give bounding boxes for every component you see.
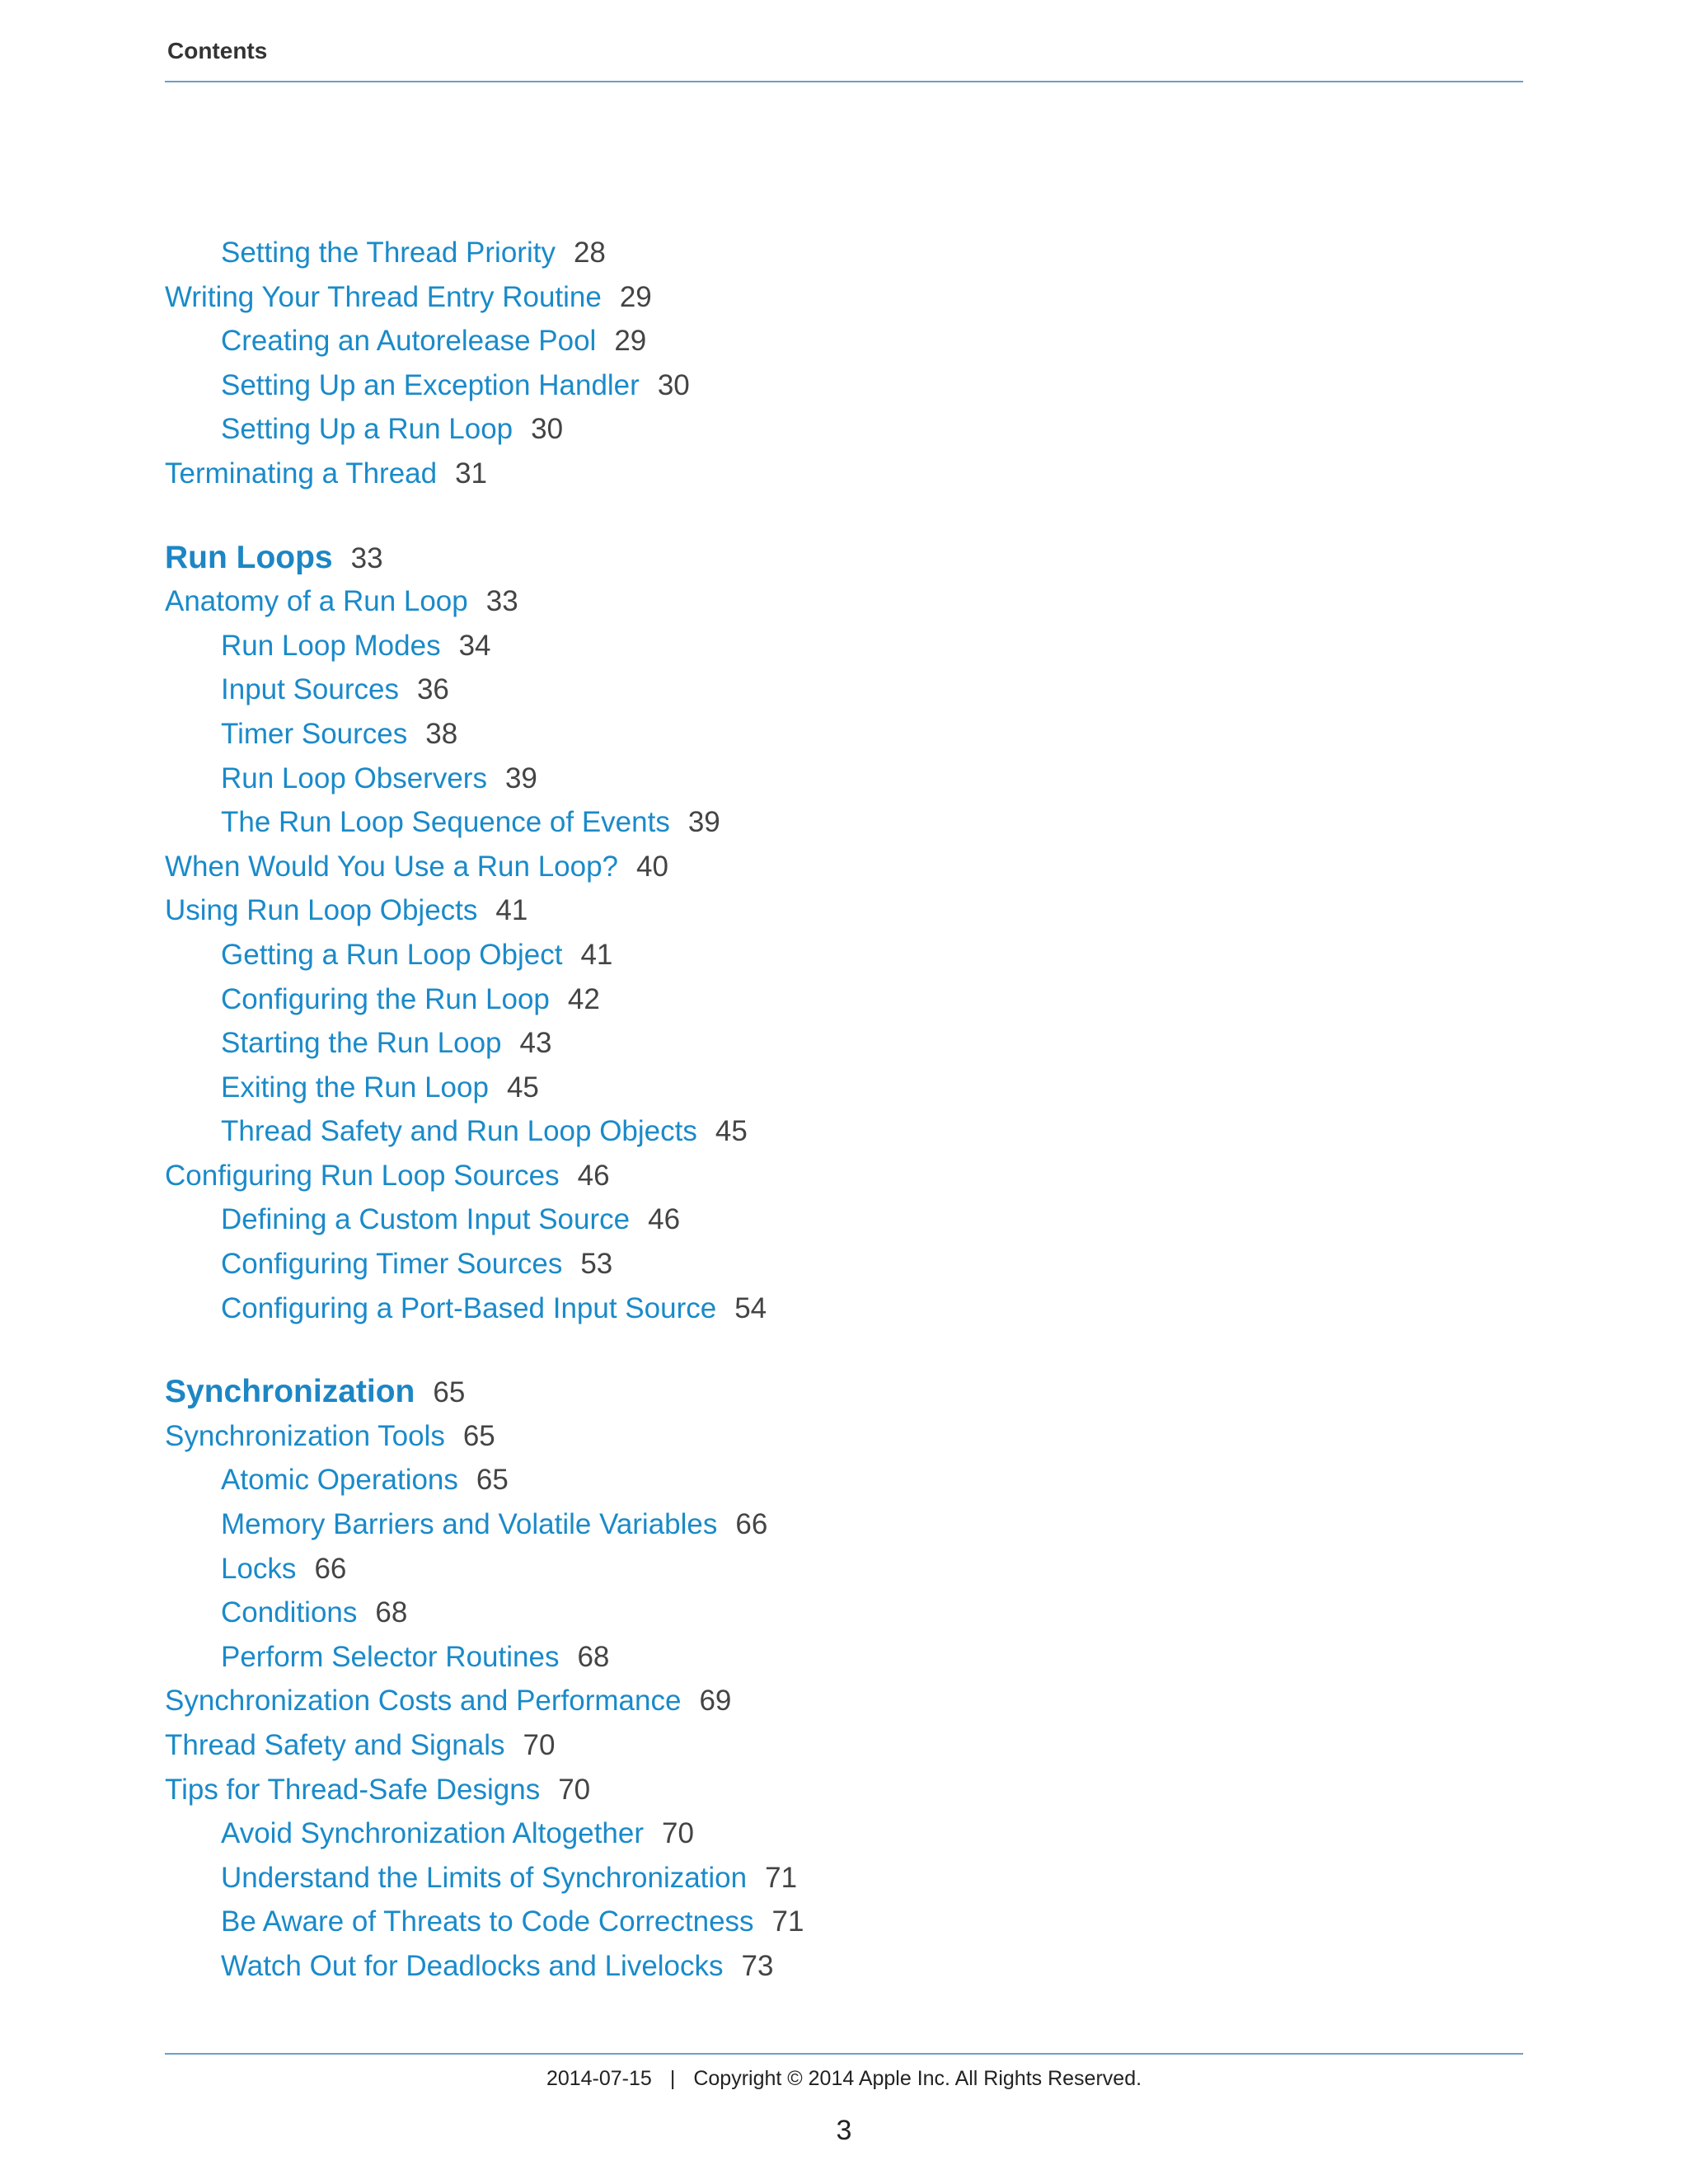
toc-entry-page: 66	[314, 1552, 347, 1585]
toc-entry-page: 65	[476, 1464, 509, 1497]
toc-entry[interactable]	[165, 1109, 1484, 1154]
toc-entry[interactable]	[165, 363, 1484, 408]
toc-entry[interactable]	[165, 1635, 1484, 1680]
toc-entry-title[interactable]: Getting a Run Loop Object	[221, 938, 563, 971]
toc-section-run-loops	[165, 536, 1484, 1331]
toc-entry-page: 43	[519, 1027, 552, 1060]
toc-entry[interactable]	[165, 624, 1484, 668]
toc-entry-title[interactable]: Using Run Loop Objects	[165, 894, 478, 927]
toc-entry-title[interactable]: Anatomy of a Run Loop	[165, 585, 468, 618]
toc-entry[interactable]	[165, 319, 1484, 363]
toc-entry-title[interactable]: Avoid Synchronization Altogether	[221, 1817, 645, 1850]
toc-entry-page: 70	[523, 1729, 556, 1761]
toc-entry-title[interactable]: Configuring a Port-Based Input Source	[221, 1291, 717, 1324]
toc-entry-title[interactable]: Configuring Run Loop Sources	[165, 1159, 560, 1192]
toc-entry-page: 38	[425, 717, 458, 750]
toc-entry-title[interactable]: Setting Up a Run Loop	[221, 413, 513, 446]
toc-entry-title[interactable]: Defining a Custom Input Source	[221, 1203, 631, 1236]
toc-entry-title[interactable]: Atomic Operations	[221, 1464, 458, 1497]
toc-entry-title[interactable]: Creating an Autorelease Pool	[221, 325, 597, 358]
toc-entry[interactable]	[165, 1021, 1484, 1066]
toc-entry[interactable]	[165, 1154, 1484, 1198]
toc-entry-title[interactable]: Conditions	[221, 1596, 358, 1629]
toc-entry[interactable]	[165, 668, 1484, 712]
toc-entry-title[interactable]: Starting the Run Loop	[221, 1027, 502, 1060]
toc-entry[interactable]	[165, 1502, 1484, 1547]
page-header-title: Contents	[167, 38, 268, 63]
toc-entry-page: 29	[619, 280, 652, 313]
toc-entry-title[interactable]: Writing Your Thread Entry Routine	[165, 280, 602, 313]
toc-entry[interactable]	[165, 1066, 1484, 1110]
toc-entry-page: 39	[687, 806, 720, 839]
toc-entry[interactable]	[165, 1900, 1484, 1944]
toc-entry-title[interactable]: Memory Barriers and Volatile Variables	[221, 1508, 718, 1541]
toc-entry[interactable]	[165, 977, 1484, 1022]
toc-entry-title[interactable]: Setting Up an Exception Handler	[221, 368, 640, 401]
header-divider	[165, 81, 1523, 82]
toc-entry[interactable]	[165, 1414, 1484, 1459]
toc-entry-page: 54	[734, 1291, 767, 1324]
footer-copyright: Copyright © 2014 Apple Inc. All Rights Reserved.	[693, 2067, 1142, 2090]
toc-entry-page: 30	[657, 368, 690, 401]
toc-entry-page: 70	[558, 1773, 591, 1806]
toc-entry-page: 33	[485, 585, 518, 618]
toc-entry[interactable]	[165, 579, 1484, 624]
toc-entry-title[interactable]: Thread Safety and Run Loop Objects	[221, 1115, 697, 1148]
toc-entry-title[interactable]: Configuring the Run Loop	[221, 982, 550, 1015]
toc-entry[interactable]	[165, 231, 1484, 275]
toc-entry-page: 70	[662, 1817, 694, 1850]
toc-entry-page: 30	[531, 413, 564, 446]
toc-entry-title[interactable]: Terminating a Thread	[165, 457, 438, 490]
toc-chapter-title[interactable]: Run Loops	[165, 539, 333, 575]
toc-entry[interactable]	[165, 1944, 1484, 1989]
toc-entry-title[interactable]: Configuring Timer Sources	[221, 1248, 563, 1281]
toc-chapter-synchronization[interactable]	[165, 1370, 1484, 1414]
toc-entry-page: 65	[462, 1419, 495, 1452]
toc-entry[interactable]	[165, 757, 1484, 801]
toc-entry-page: 39	[504, 762, 537, 794]
toc-entry-page: 45	[715, 1115, 748, 1148]
toc-entry[interactable]	[165, 1811, 1484, 1856]
toc-section-threads	[165, 231, 1484, 496]
toc-entry-title[interactable]: Run Loop Observers	[221, 762, 487, 794]
page-footer	[0, 2067, 1688, 2091]
toc-entry-page: 68	[577, 1640, 610, 1673]
toc-entry-page: 42	[567, 982, 600, 1015]
toc-entry-page: 71	[771, 1905, 804, 1938]
toc-entry-page: 73	[741, 1949, 774, 1982]
toc-entry-page: 34	[458, 629, 491, 662]
toc-entry-page: 28	[573, 237, 606, 269]
toc-entry[interactable]	[165, 933, 1484, 977]
toc-entry[interactable]	[165, 1547, 1484, 1591]
toc-entry-page: 46	[577, 1159, 610, 1192]
toc-entry-page: 71	[765, 1861, 798, 1894]
table-of-contents	[165, 231, 1484, 1989]
toc-entry-title[interactable]: Watch Out for Deadlocks and Livelocks	[221, 1949, 724, 1982]
toc-entry[interactable]	[165, 1286, 1484, 1331]
footer-date: 2014-07-15	[546, 2067, 652, 2090]
toc-chapter-title[interactable]: Synchronization	[165, 1374, 415, 1410]
footer-separator: |	[669, 2067, 676, 2090]
toc-entry[interactable]	[165, 845, 1484, 889]
section-gap	[165, 1330, 1484, 1370]
toc-entry-page: 29	[614, 325, 647, 358]
section-gap	[165, 496, 1484, 536]
toc-entry[interactable]	[165, 1458, 1484, 1502]
toc-entry-page: 68	[375, 1596, 408, 1629]
toc-entry-page: 36	[416, 673, 449, 706]
toc-entry[interactable]	[165, 1591, 1484, 1635]
toc-entry-title[interactable]: When Would You Use a Run Loop?	[165, 850, 619, 883]
footer-divider	[165, 2053, 1523, 2055]
toc-entry-title[interactable]: Synchronization Costs and Performance	[165, 1685, 682, 1718]
toc-entry-page: 41	[495, 894, 528, 927]
toc-entry-page: 45	[506, 1071, 539, 1104]
toc-entry[interactable]	[165, 407, 1484, 452]
toc-entry-page: 31	[455, 457, 488, 490]
toc-entry[interactable]	[165, 452, 1484, 496]
toc-entry-title[interactable]: Locks	[221, 1552, 297, 1585]
toc-entry-page: 69	[699, 1685, 732, 1718]
toc-entry-page: 41	[580, 938, 613, 971]
toc-entry-title[interactable]: Input Sources	[221, 673, 399, 706]
page-number: 3	[836, 2115, 852, 2146]
toc-entry[interactable]	[165, 800, 1484, 845]
toc-entry[interactable]	[165, 1856, 1484, 1900]
toc-chapter-page: 33	[350, 541, 383, 574]
toc-entry[interactable]	[165, 275, 1484, 320]
toc-entry[interactable]	[165, 712, 1484, 757]
toc-entry-title[interactable]: Run Loop Modes	[221, 629, 441, 662]
toc-entry-page: 40	[636, 850, 668, 883]
toc-entry-page: 46	[648, 1203, 681, 1236]
toc-entry-title[interactable]: Timer Sources	[221, 717, 408, 750]
toc-section-synchronization	[165, 1370, 1484, 1988]
toc-chapter-page: 65	[433, 1376, 466, 1409]
toc-entry-title[interactable]: Tips for Thread-Safe Designs	[165, 1773, 541, 1806]
toc-entry[interactable]	[165, 1768, 1484, 1812]
toc-entry[interactable]	[165, 888, 1484, 933]
toc-entry-title[interactable]: Be Aware of Threats to Code Correctness	[221, 1905, 754, 1938]
toc-entry[interactable]	[165, 1723, 1484, 1768]
toc-entry[interactable]	[165, 1242, 1484, 1286]
toc-entry-title[interactable]: Understand the Limits of Synchronization	[221, 1861, 748, 1894]
toc-entry-title[interactable]: Thread Safety and Signals	[165, 1729, 505, 1761]
toc-entry-title[interactable]: Setting the Thread Priority	[221, 237, 556, 269]
toc-entry-page: 66	[735, 1508, 768, 1541]
toc-entry-title[interactable]: Exiting the Run Loop	[221, 1071, 489, 1104]
toc-entry-title[interactable]: Perform Selector Routines	[221, 1640, 560, 1673]
toc-chapter-run-loops[interactable]	[165, 536, 1484, 580]
toc-entry[interactable]	[165, 1679, 1484, 1723]
toc-entry[interactable]	[165, 1197, 1484, 1242]
toc-entry-page: 53	[580, 1248, 613, 1281]
toc-entry-title[interactable]: Synchronization Tools	[165, 1419, 445, 1452]
toc-entry-title[interactable]: The Run Loop Sequence of Events	[221, 806, 670, 839]
